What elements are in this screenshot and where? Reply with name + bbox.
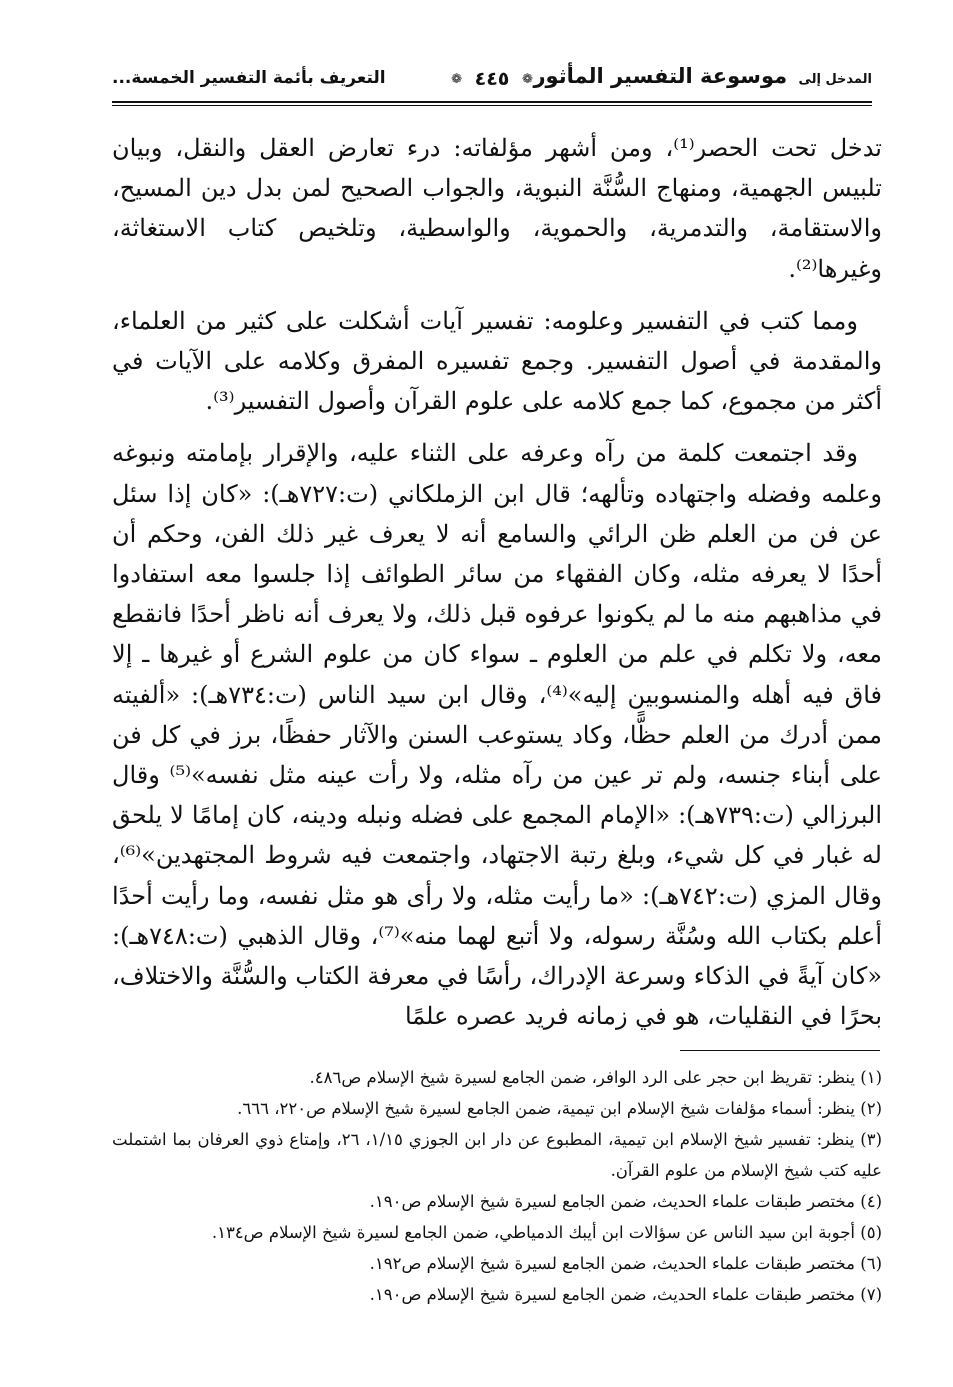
header-rule-thin — [112, 105, 872, 106]
paragraph: تدخل تحت الحصر⁽¹⁾، ومن أشهر مؤلفاته: درء تعارض العقل والنقل، وبيان تلبيس الجهمية، ومنهاج السُّنَّة النبوية، والجواب الصحيح لمن بدل دين المسيح، والاستقامة، والتدمرية، والحموية، والواسطية، وتلخيص كتاب الاستغاثة، وغيرها⁽²⁾. — [112, 134, 882, 283]
book-title-main: موسوعة التفسير المأثور — [533, 64, 788, 88]
book-title-prefix: المدخل إلى — [798, 72, 872, 87]
chapter-title: التعريف بأئمة التفسير الخمسة... — [112, 68, 386, 88]
footnote: (٧) مختصر طبقات علماء الحديث، ضمن الجامع لسيرة شيخ الإسلام ص١٩٠. — [369, 1285, 882, 1304]
footnote: (١) ينظر: تقريظ ابن حجر على الرد الوافر، ضمن الجامع لسيرة شيخ الإسلام ص٤٨٦. — [309, 1068, 882, 1087]
running-header — [112, 62, 872, 102]
footnotes — [112, 1062, 882, 1310]
header-rule — [112, 101, 872, 103]
page-number-block — [445, 68, 539, 90]
footnote: (٤) مختصر طبقات علماء الحديث، ضمن الجامع لسيرة شيخ الإسلام ص١٩٠. — [369, 1192, 882, 1211]
footnote: (٢) ينظر: أسماء مؤلفات شيخ الإسلام ابن تيمية، ضمن الجامع لسيرة شيخ الإسلام ص٢٢٠، ٦٦٦. — [237, 1099, 882, 1118]
ornament-right-icon: ❁ — [522, 72, 533, 87]
paragraph: ومما كتب في التفسير وعلومه: تفسير آيات أشكلت على كثير من العلماء، والمقدمة في أصول التفسير. وجمع تفسيره المفرق وكلامه على الآيات في أكثر من مجموع، كما جمع كلامه على علوم القرآن وأصول التفسير⁽³⁾. — [112, 306, 882, 416]
ornament-left-icon: ❁ — [451, 72, 462, 87]
paragraph: وقد اجتمعت كلمة من رآه وعرفه على الثناء عليه، والإقرار بإمامته ونبوغه وعلمه وفضله واجتهاده وتألهه؛ قال ابن الزملكاني (ت:٧٢٧هـ): «كان إذا سئل عن فن من العلم ظن الرائي والسامع أنه لا يعرف غير ذلك الفن، وحكم أن أحدًا لا يعرفه مثله، وكان الفقهاء من سائر الطوائف إذا جلسوا معه استفادوا في مذاهبهم منه ما لم يكونوا عرفوه قبل ذلك، ولا يعرف أنه ناظر أحدًا فانقطع معه، ولا تكلم في علم من العلوم ـ سواء كان من علوم الشرع أو غيرها ـ إلا فاق فيه أهله والمنسوبين إليه»⁽⁴⁾، وقال ابن سيد الناس (ت:٧٣٤هـ): «ألفيته ممن أدرك من العلم حظًّا، وكاد يستوعب السنن والآثار حفظًا، برز في كل فن على أبناء جنسه، ولم تر عين من رآه مثله، ولا رأت عينه مثل نفسه»⁽⁵⁾ وقال البرزالي (ت:٧٣٩هـ): «الإمام المجمع على فضله ونبله ودينه، كان إمامًا لا يلحق له غبار في كل شيء، وبلغ رتبة الاجتهاد، واجتمعت فيه شروط المجتهدين»⁽⁶⁾، وقال المزي (ت:٧٤٢هـ): «ما رأيت مثله، ولا رأى هو مثل نفسه، وما رأيت أحدًا أعلم بكتاب الله وسُنَّة رسوله، ولا أتبع لهما منه»⁽⁷⁾، وقال الذهبي (ت:٧٤٨هـ): «كان آيةً في الذكاء وسرعة الإدراك، رأسًا في معرفة الكتاب والسُّنَّة والاختلاف، بحرًا في النقليات، هو في زمانه فريد عصره علمًا — [112, 439, 883, 1031]
footnote: (٥) أجوبة ابن سيد الناس عن سؤالات ابن أيبك الدمياطي، ضمن الجامع لسيرة شيخ الإسلام ص١٣٤. — [211, 1223, 882, 1242]
page-number: ٤٤٥ — [474, 68, 510, 90]
footnote-separator — [680, 1050, 880, 1051]
main-text — [112, 128, 882, 1048]
footnote: (٣) ينظر: تفسير شيخ الإسلام ابن تيمية، المطبوع عن دار ابن الجوزي ١/١٥، ٢٦، وإمتاع ذوي العرفان بما اشتملت عليه كتب شيخ الإسلام من علوم القرآن. — [112, 1130, 882, 1180]
footnote: (٦) مختصر طبقات علماء الحديث، ضمن الجامع لسيرة شيخ الإسلام ص١٩٢. — [369, 1254, 882, 1273]
book-title — [533, 64, 872, 88]
